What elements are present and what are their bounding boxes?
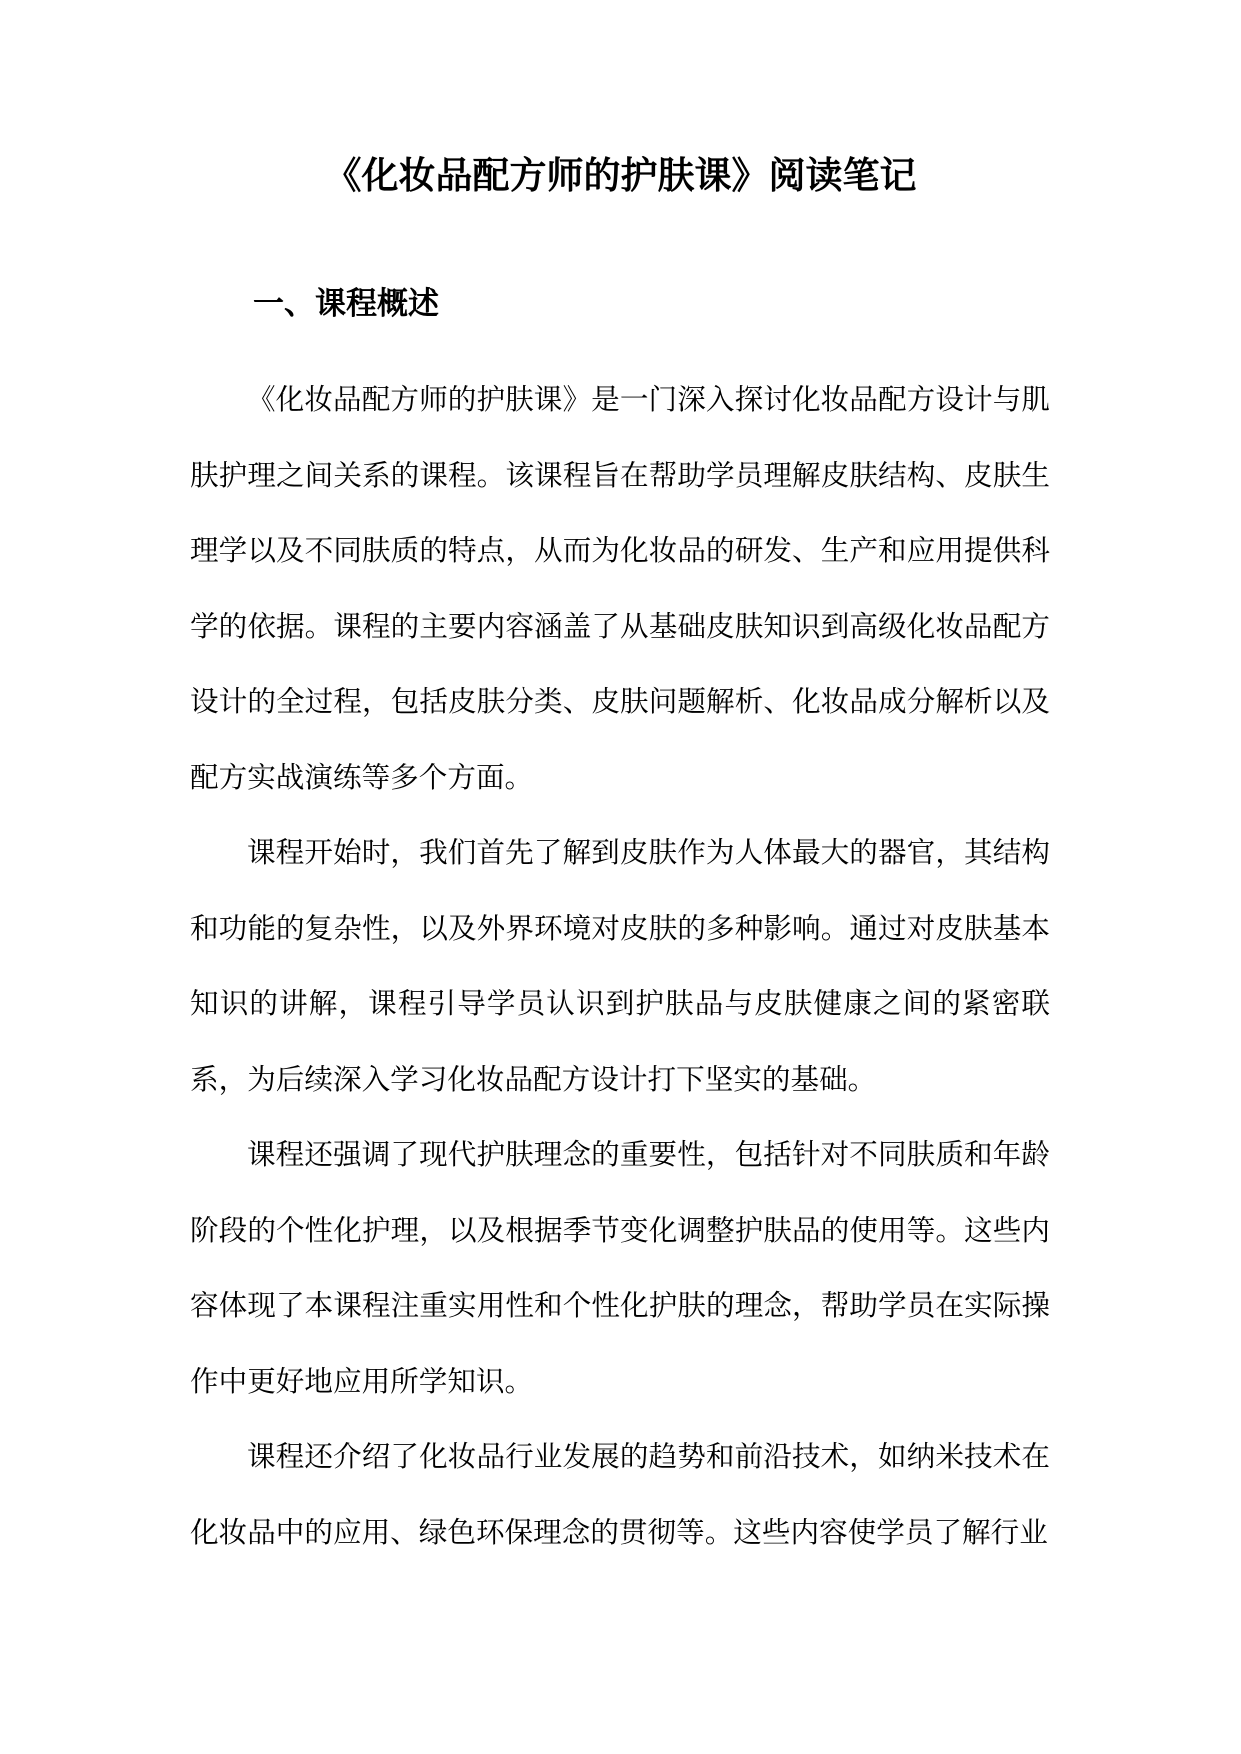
paragraph: 课程还强调了现代护肤理念的重要性，包括针对不同肤质和年龄阶段的个性化护理，以及根据季节变化调整护肤品的使用等。这些内容体现了本课程注重实用性和个性化护肤的理念，帮助学员在实际操作中更好地应用所学知识。 — [190, 1137, 1050, 1398]
document-body — [190, 362, 1050, 1570]
document-title: 《化妆品配方师的护肤课》阅读笔记 — [324, 153, 917, 197]
section-heading: 一、课程概述 — [253, 286, 439, 322]
paragraph: 课程还介绍了化妆品行业发展的趋势和前沿技术，如纳米技术在化妆品中的应用、绿色环保理念的贯彻等。这些内容使学员了解行业 — [190, 1439, 1050, 1549]
paragraph: 课程开始时，我们首先了解到皮肤作为人体最大的器官，其结构和功能的复杂性，以及外界环境对皮肤的多种影响。通过对皮肤基本知识的讲解，课程引导学员认识到护肤品与皮肤健康之间的紧密联系，为后续深入学习化妆品配方设计打下坚实的基础。 — [190, 835, 1050, 1096]
paragraph: 《化妆品配方师的护肤课》是一门深入探讨化妆品配方设计与肌肤护理之间关系的课程。该课程旨在帮助学员理解皮肤结构、皮肤生理学以及不同肤质的特点，从而为化妆品的研发、生产和应用提供科学的依据。课程的主要内容涵盖了从基础皮肤知识到高级化妆品配方设计的全过程，包括皮肤分类、皮肤问题解析、化妆品成分解析以及配方实战演练等多个方面。 — [190, 382, 1050, 794]
